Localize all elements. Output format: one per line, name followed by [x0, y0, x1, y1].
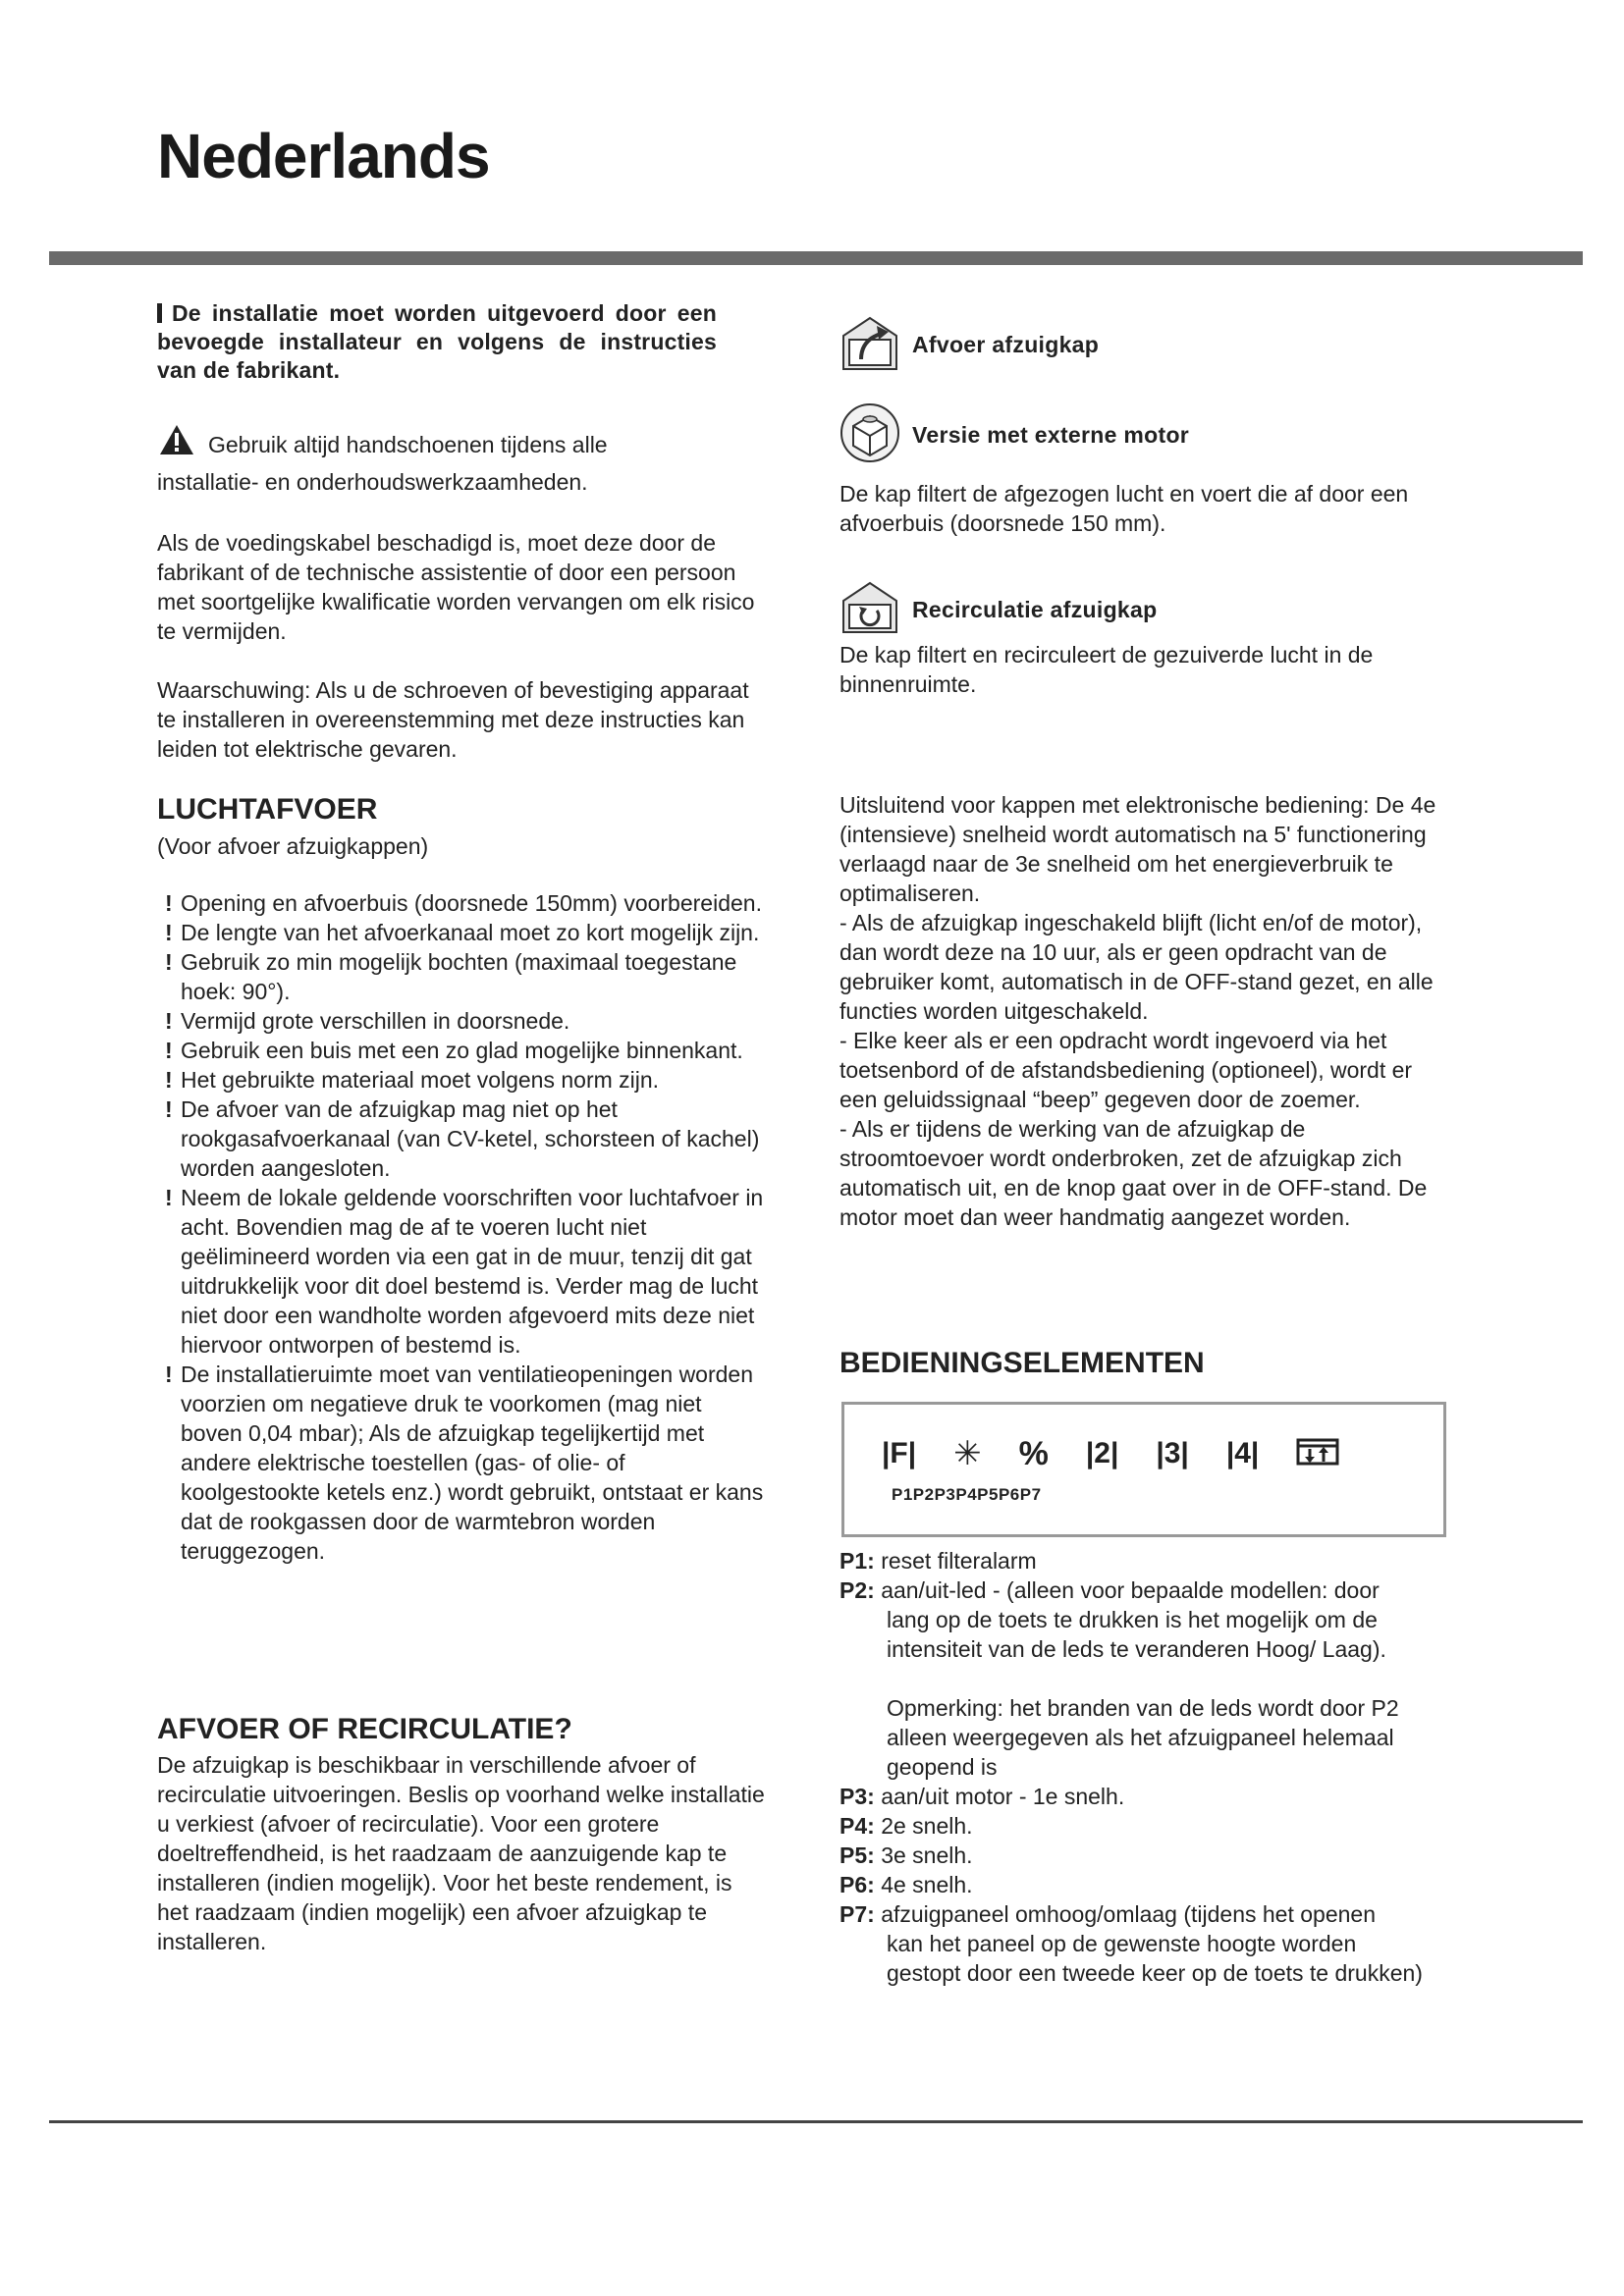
- recirculatie-text: De kap filtert en recirculeert de gezuiverde lucht in de binnenruimte.: [839, 642, 1374, 697]
- filter-reset-key: |F|: [882, 1437, 917, 1469]
- speed-2-key: |2|: [1085, 1437, 1119, 1469]
- exclamation-icon: [157, 303, 162, 323]
- recirculation-hood-icon: [839, 579, 900, 641]
- recirculatie-row: [839, 579, 1157, 641]
- p4-definition: P4: 2e snelh.: [839, 1813, 973, 1839]
- speed-3-key: |3|: [1156, 1437, 1189, 1469]
- install-warning: De installatie moet worden uitgevoerd door een bevoegde installateur en volgens de instructies van de fabrikant.: [157, 300, 717, 383]
- list-item: ! Neem de lokale geldende voorschriften voor luchtafvoer in acht. Bovendien mag de af te voeren lucht niet geëlimineerd worden via een gat in de muur, tenzij dit gat uitdrukkelijk voor dit doel bestemd is. Verder mag de lucht niet door een wandholte worden afgevoerd mits deze niet hiervoor ontworpen of bestemd is.: [165, 1185, 764, 1358]
- p5-definition: P5: 3e snelh.: [839, 1842, 973, 1868]
- p2-note: Opmerking: het branden van de leds wordt door P2 alleen weergegeven als het afzuigpaneel helemaal geopend is: [887, 1695, 1399, 1780]
- gloves-text-line2: installatie- en onderhoudswerkzaamheden.: [157, 469, 588, 495]
- power-key-icon: %: [1018, 1434, 1049, 1472]
- control-panel-diagram: [841, 1402, 1446, 1537]
- speed-4-key: |4|: [1225, 1437, 1260, 1469]
- list-item: ! De afvoer van de afzuigkap mag niet op het rookgasafvoerkanaal (van CV-ketel, schorsteen of kachel) worden aangesloten.: [165, 1096, 760, 1181]
- header-divider: [49, 251, 1583, 265]
- external-motor-icon: [839, 402, 900, 468]
- panel-keys: [882, 1434, 1339, 1473]
- exhaust-hood-icon: [839, 312, 900, 378]
- panel-updown-key-icon: [1296, 1437, 1339, 1471]
- p7-definition: P7: afzuigpaneel omhoog/omlaag (tijdens het openen: [839, 1901, 1376, 1927]
- list-item: ! Gebruik een buis met een zo glad mogelijke binnenkant.: [165, 1038, 743, 1063]
- list-item: ! Gebruik zo min mogelijk bochten (maximaal toegestane hoek: 90°).: [165, 949, 737, 1004]
- p6-definition: P6: 4e snelh.: [839, 1872, 973, 1897]
- luchtafvoer-heading: LUCHTAFVOER: [157, 793, 378, 826]
- gloves-text-line1: Gebruik altijd handschoenen tijdens alle: [208, 432, 608, 457]
- screw-warning: Waarschuwing: Als u de schroeven of bevestiging apparaat te installeren in overeenstemming met deze instructies kan leiden tot elektrische gevaren.: [157, 677, 749, 762]
- afvoer-row: [839, 312, 1099, 378]
- footer-divider: [49, 2120, 1583, 2123]
- afvoer-recirculatie-heading: AFVOER OF RECIRCULATIE?: [157, 1713, 572, 1745]
- warning-triangle-icon: [159, 424, 194, 455]
- externe-motor-text: De kap filtert de afgezogen lucht en voert die af door een afvoerbuis (doorsnede 150 mm).: [839, 481, 1409, 536]
- p1-definition: P1: reset filteralarm: [839, 1548, 1037, 1574]
- page-title: Nederlands: [157, 121, 490, 191]
- afvoer-label: Afvoer afzuigkap: [912, 332, 1100, 357]
- list-item: ! De lengte van het afvoerkanaal moet zo kort mogelijk zijn.: [165, 920, 760, 945]
- cable-text: Als de voedingskabel beschadigd is, moet deze door de fabrikant of de technische assistentie of door een persoon met soortgelijke kwalificatie worden vervangen om elk risico te vermijden.: [157, 530, 755, 644]
- list-item: ! Opening en afvoerbuis (doorsnede 150mm) voorbereiden.: [165, 890, 762, 916]
- list-item: ! Vermijd grote verschillen in doorsnede.: [165, 1008, 570, 1034]
- p2-continuation: lang op de toets te drukken is het mogelijk om de intensiteit van de leds te veranderen Hoog/ Laag).: [887, 1607, 1386, 1662]
- luchtafvoer-list: [157, 888, 764, 1566]
- p7-continuation: kan het paneel op de gewenste hoogte worden gestopt door een tweede keer op de toets te drukken): [887, 1931, 1423, 1986]
- p3-definition: P3: aan/uit motor - 1e snelh.: [839, 1784, 1125, 1809]
- externe-motor-row: [839, 402, 1189, 468]
- light-key-icon: ✳: [953, 1435, 982, 1472]
- list-item: ! De installatieruimte moet van ventilatieopeningen worden voorzien om negatieve druk te voorkomen (mag niet boven 0,04 mbar); Als de afzuigkap tegelijkertijd met andere elektrische toestellen (gas- of olie- of koolgestookte ketels enz.) wordt gebruikt, ontstaat er kans dat de rookgassen door de warmtebron worden teruggezogen.: [165, 1362, 764, 1564]
- p2-definition: P2: aan/uit-led - (alleen voor bepaalde modellen: door: [839, 1577, 1380, 1603]
- externe-motor-label: Versie met externe motor: [912, 422, 1190, 448]
- panel-key-labels: P1P2P3P4P5P6P7: [892, 1485, 1042, 1504]
- luchtafvoer-subheading: (Voor afvoer afzuigkappen): [157, 833, 429, 859]
- recirculatie-label: Recirculatie afzuigkap: [912, 597, 1158, 622]
- electronic-control-text: Uitsluitend voor kappen met elektronische bediening: De 4e (intensieve) snelheid wordt automatisch na 5' functionering verlaagd naar de 3e snelheid om het energieverbruik te optimaliseren. - Als de afzuigkap ingeschakeld blijft (licht en/of de motor), dan wordt deze na 10 uur, als er geen opdracht van de gebruiker komt, automatisch in de OFF-stand gezet, en alle functies worden uitgeschakeld. - Elke keer als er een opdracht wordt ingevoerd via het toetsenbord of de afstandsbediening (optioneel), wordt er een geluidssignaal “beep” gegeven door de zoemer. - Als er tijdens de werking van de afzuigkap de stroomtoevoer wordt onderbroken, zet de afzuigkap zich automatisch uit, en de knop gaat over in de OFF-stand. De motor moet dan weer handmatig aangezet worden.: [839, 792, 1436, 1230]
- afvoer-recirculatie-text: De afzuigkap is beschikbaar in verschillende afvoer of recirculatie uitvoeringen. Beslis op voorhand welke installatie u verkiest (afvoer of recirculatie). Voor een grotere doeltreffendheid, is het raadzaam de aanzuigende kap te installeren (indien mogelijk). Voor het beste rendement, is het raadzaam (indien mogelijk) een afvoer afzuigkap te installeren.: [157, 1752, 765, 1954]
- list-item: ! Het gebruikte materiaal moet volgens norm zijn.: [165, 1067, 660, 1093]
- controls-heading: BEDIENINGSELEMENTEN: [839, 1347, 1205, 1379]
